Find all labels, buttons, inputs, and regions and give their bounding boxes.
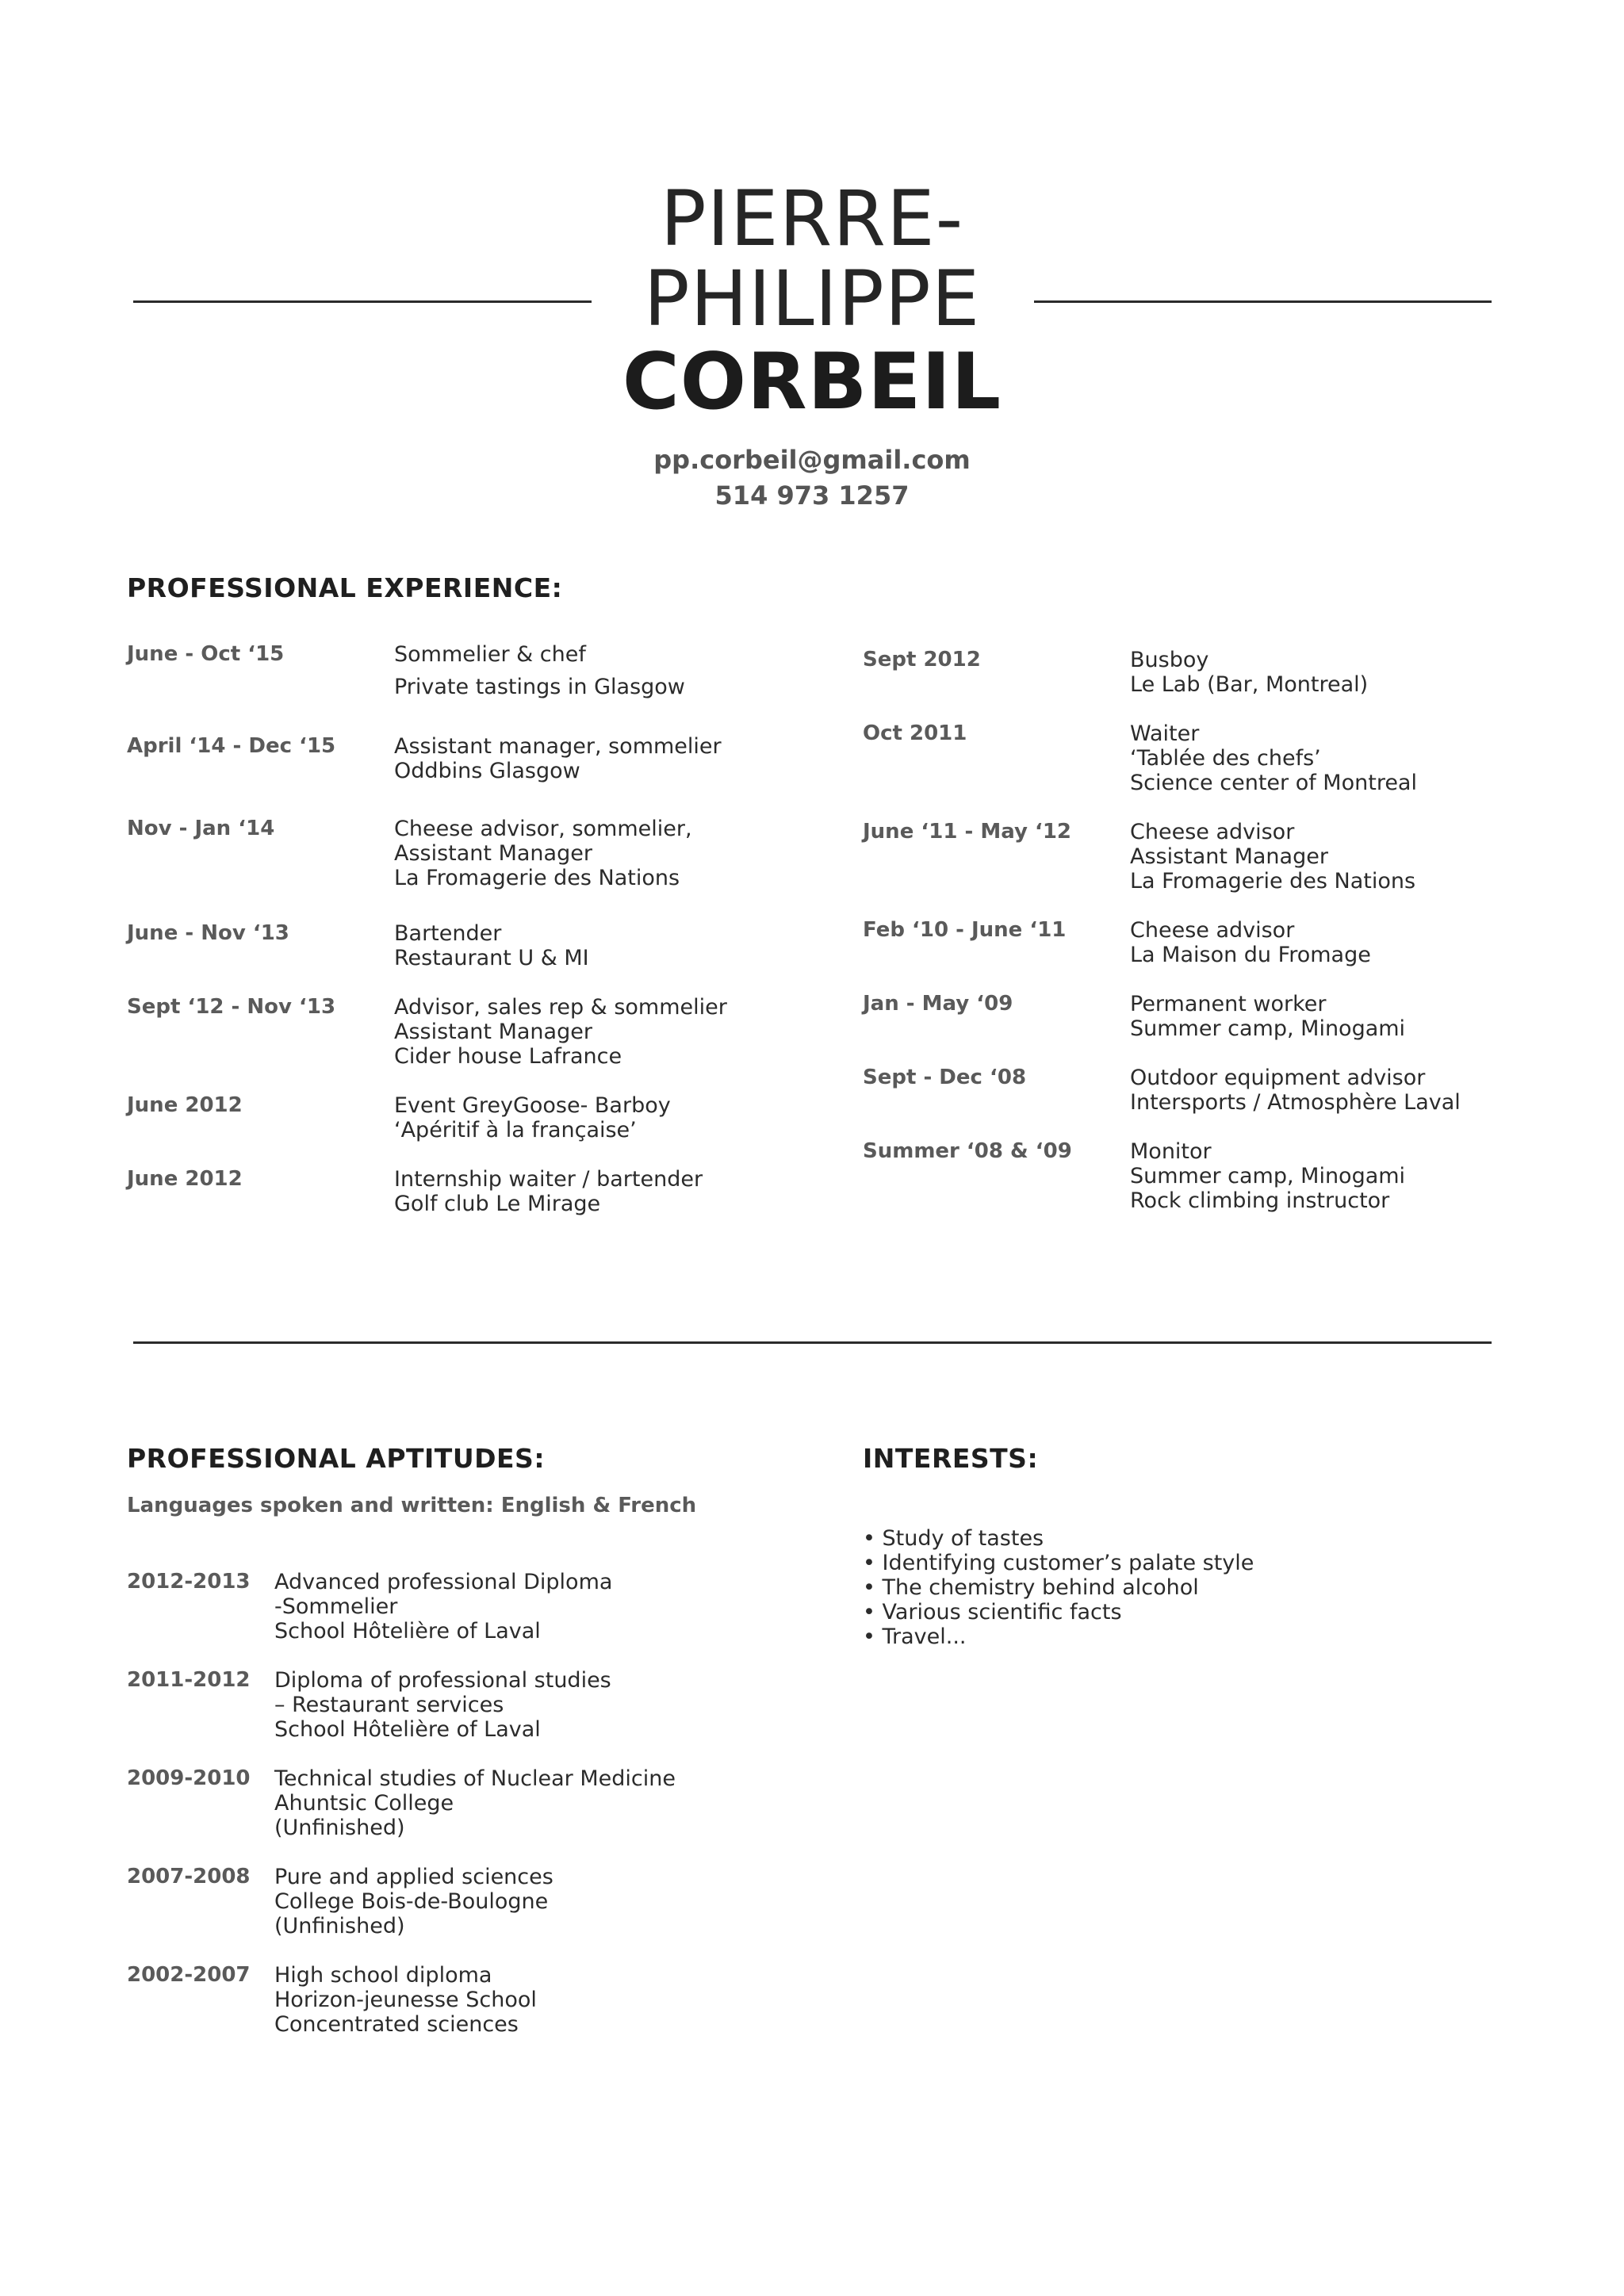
experience-date: June - Nov ‘13	[127, 921, 289, 945]
name-first: PIERRE-	[660, 174, 964, 263]
experience-date: June ‘11 - May ‘12	[863, 820, 1072, 844]
education-years: 2007-2008	[127, 1865, 251, 1888]
interest-item: • The chemistry behind alcohol	[863, 1575, 1199, 1600]
contact-phone: 514 973 1257	[714, 480, 910, 511]
education-line: – Restaurant services	[274, 1693, 504, 1717]
experience-line: La Fromagerie des Nations	[1130, 869, 1416, 894]
name-last: CORBEIL	[622, 337, 1002, 427]
experience-date: Jan - May ‘09	[863, 992, 1013, 1016]
education-line: Advanced professional Diploma	[274, 1570, 613, 1594]
experience-line: La Maison du Fromage	[1130, 943, 1371, 967]
interests-list	[863, 1526, 1254, 1649]
experience-date: Feb ‘10 - June ‘11	[863, 918, 1067, 942]
experience-line: Bartender	[394, 921, 502, 946]
experience-line: Cheese advisor, sommelier,	[394, 817, 692, 841]
education-line: Pure and applied sciences	[274, 1865, 553, 1889]
experience-line: Outdoor equipment advisor	[1130, 1066, 1426, 1090]
name-middle: PHILIPPE	[643, 254, 981, 343]
experience-line: Golf club Le Mirage	[394, 1192, 601, 1216]
experience-line: Summer camp, Minogami	[1130, 1164, 1406, 1188]
education-line: Horizon-jeunesse School	[274, 1988, 537, 2012]
experience-line: Rock climbing instructor	[1130, 1188, 1390, 1213]
experience-line: Busboy	[1130, 648, 1209, 672]
experience-line: Advisor, sales rep & sommelier	[394, 995, 727, 1020]
education-line: Concentrated sciences	[274, 2012, 519, 2037]
experience-date: June 2012	[127, 1167, 243, 1191]
experience-date: Sept - Dec ‘08	[863, 1066, 1027, 1089]
experience-line: Assistant manager, sommelier	[394, 734, 722, 759]
education-line: High school diploma	[274, 1963, 492, 1988]
experience-line: ‘Tablée des chefs’	[1130, 746, 1321, 771]
interests-heading: INTERESTS:	[863, 1443, 1039, 1474]
education-line: College Bois-de-Boulogne	[274, 1889, 549, 1914]
experience-line: Event GreyGoose- Barboy	[394, 1093, 671, 1118]
experience-line: Assistant Manager	[394, 841, 592, 866]
experience-line: Permanent worker	[1130, 992, 1327, 1016]
education-years: 2011-2012	[127, 1668, 251, 1692]
experience-date: Sept 2012	[863, 648, 981, 672]
education-line: School Hôtelière of Laval	[274, 1717, 541, 1742]
experience-date: April ‘14 - Dec ‘15	[127, 734, 336, 758]
experience-line: Cheese advisor	[1130, 918, 1295, 943]
experience-date: Sept ‘12 - Nov ‘13	[127, 995, 336, 1019]
section-divider	[133, 1341, 1492, 1344]
experience-line: Sommelier & chef	[394, 642, 586, 667]
education-years: 2009-2010	[127, 1766, 251, 1790]
education-years: 2012-2013	[127, 1570, 251, 1594]
experience-line: Science center of Montreal	[1130, 771, 1417, 795]
experience-line: Intersports / Atmosphère Laval	[1130, 1090, 1461, 1115]
experience-line: Le Lab (Bar, Montreal)	[1130, 672, 1369, 697]
interest-item: • Various scientific facts	[863, 1600, 1122, 1624]
interest-item: • Travel...	[863, 1624, 967, 1649]
experience-date: Nov - Jan ‘14	[127, 817, 275, 840]
experience-line: Oddbins Glasgow	[394, 759, 580, 783]
education-line: Diploma of professional studies	[274, 1668, 611, 1693]
experience-line: Cider house Lafrance	[394, 1044, 622, 1069]
aptitudes-heading: PROFESSIONAL APTITUDES:	[127, 1443, 546, 1474]
experience-line: Cheese advisor	[1130, 820, 1295, 844]
experience-date: Oct 2011	[863, 721, 967, 745]
education-line: School Hôtelière of Laval	[274, 1619, 541, 1644]
experience-line: ‘Apéritif à la française’	[394, 1118, 637, 1142]
experience-line: Internship waiter / bartender	[394, 1167, 703, 1192]
experience-heading: PROFESSIONAL EXPERIENCE:	[127, 572, 563, 603]
experience-line: Assistant Manager	[394, 1020, 592, 1044]
education-years: 2002-2007	[127, 1963, 251, 1987]
experience-line: Waiter	[1130, 721, 1200, 746]
education-line: Ahuntsic College	[274, 1791, 454, 1816]
experience-line: Monitor	[1130, 1139, 1212, 1164]
experience-line: Private tastings in Glasgow	[394, 675, 685, 699]
education-line: (Unfinished)	[274, 1816, 405, 1840]
contact-email[interactable]: pp.corbeil@gmail.com	[653, 445, 971, 475]
languages-line: Languages spoken and written: English & French	[127, 1494, 697, 1517]
experience-line: La Fromagerie des Nations	[394, 866, 680, 890]
interest-item: • Study of tastes	[863, 1526, 1044, 1551]
experience-line: Assistant Manager	[1130, 844, 1328, 869]
education-line: (Unfinished)	[274, 1914, 405, 1938]
experience-date: Summer ‘08 & ‘09	[863, 1139, 1072, 1163]
experience-date: June 2012	[127, 1093, 243, 1117]
education-line: -Sommelier	[274, 1594, 398, 1619]
interest-item: • Identifying customer’s palate style	[863, 1551, 1254, 1575]
education-line: Technical studies of Nuclear Medicine	[274, 1766, 676, 1791]
experience-date: June - Oct ‘15	[127, 642, 285, 666]
experience-line: Summer camp, Minogami	[1130, 1016, 1406, 1041]
experience-line: Restaurant U & MI	[394, 946, 589, 970]
